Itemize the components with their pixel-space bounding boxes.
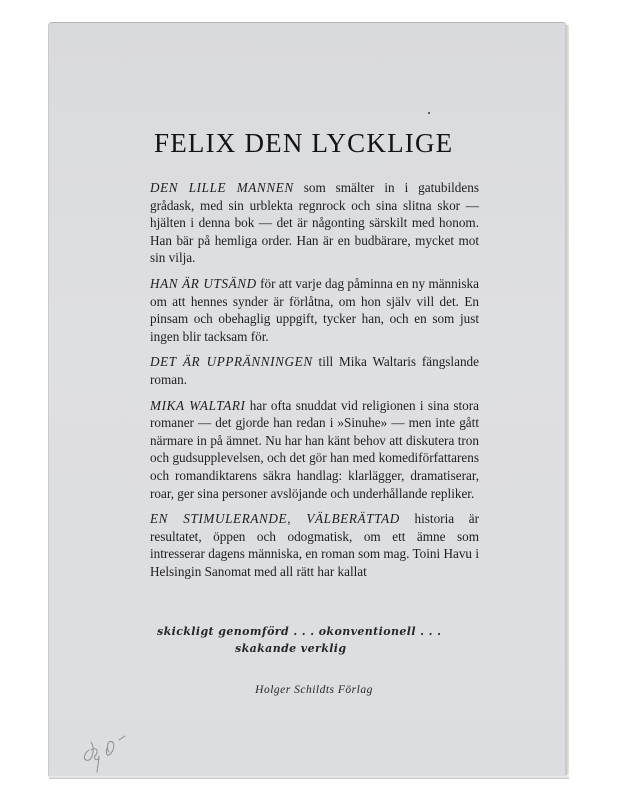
- paragraph-text: som smälter in i gatubildens grådask, med sin urblekta regnrock och sina slitna skor — hjälten i denna bok — det är någonting särskilt med honom. Han bär på hemliga order. Han är en budbärare, mycket mot sin vilja.: [150, 180, 479, 266]
- blurb-text: [150, 179, 479, 588]
- quote-line-2: skakande verklig: [235, 642, 347, 655]
- book-back-cover: [48, 22, 566, 777]
- paragraph-text: historia är resultatet, öppen och odogmatisk, om ett ämne som intresserar dagens människa, en roman som mag. Toini Havu i Helsingin Sanomat med all rätt har kallat: [150, 511, 479, 579]
- quote-line-1: skickligt genomförd . . . okonventionell . . .: [157, 625, 442, 638]
- cover-right-edge: [565, 25, 569, 775]
- paragraph-text: för att varje dag påminna en ny människa om att hennes synder är förlåtna, om hon själv vill det. En pinsam och obehaglig uppgift, tycker han, och en som just ingen blir tacksam för.: [150, 275, 479, 344]
- blurb-paragraph-3: [150, 353, 479, 388]
- paragraph-text: till Mika Waltaris fängslande roman.: [150, 354, 479, 387]
- paragraph-lead: HAN ÄR UTSÄND: [150, 275, 257, 291]
- review-quote: [149, 623, 479, 657]
- paragraph-lead: EN STIMULERANDE, VÄLBERÄTTAD: [150, 511, 400, 527]
- blurb-paragraph-5: [150, 510, 479, 580]
- blurb-paragraph-1: [150, 179, 479, 267]
- pencil-annotation: [77, 728, 147, 773]
- book-title: FELIX DEN LYCKLIGE: [154, 128, 454, 158]
- blurb-paragraph-4: [150, 397, 479, 503]
- publisher-name: Holger Schildts Förlag: [255, 684, 373, 696]
- blurb-paragraph-2: [150, 275, 479, 345]
- cover-bottom-edge: [49, 776, 569, 779]
- paragraph-lead: MIKA WALTARI: [150, 397, 246, 413]
- paragraph-lead: DEN LILLE MANNEN: [150, 180, 294, 195]
- paragraph-text: har ofta snuddat vid religionen i sina stora romaner — det gjorde han redan i »Sinuhe» — men inte gått närmare in på ämnet. Nu har han känt behov att diskutera tron och gudsupplevelsen, och det gör han med komediförfattarens och romandiktarens säkra handlag: klarlägger, dramatiserar, roar, ger sina personer avslöjande och underhållande repliker.: [150, 397, 479, 501]
- ink-speck: [428, 112, 430, 114]
- paragraph-lead: DET ÄR UPPRÄNNINGEN: [150, 354, 313, 370]
